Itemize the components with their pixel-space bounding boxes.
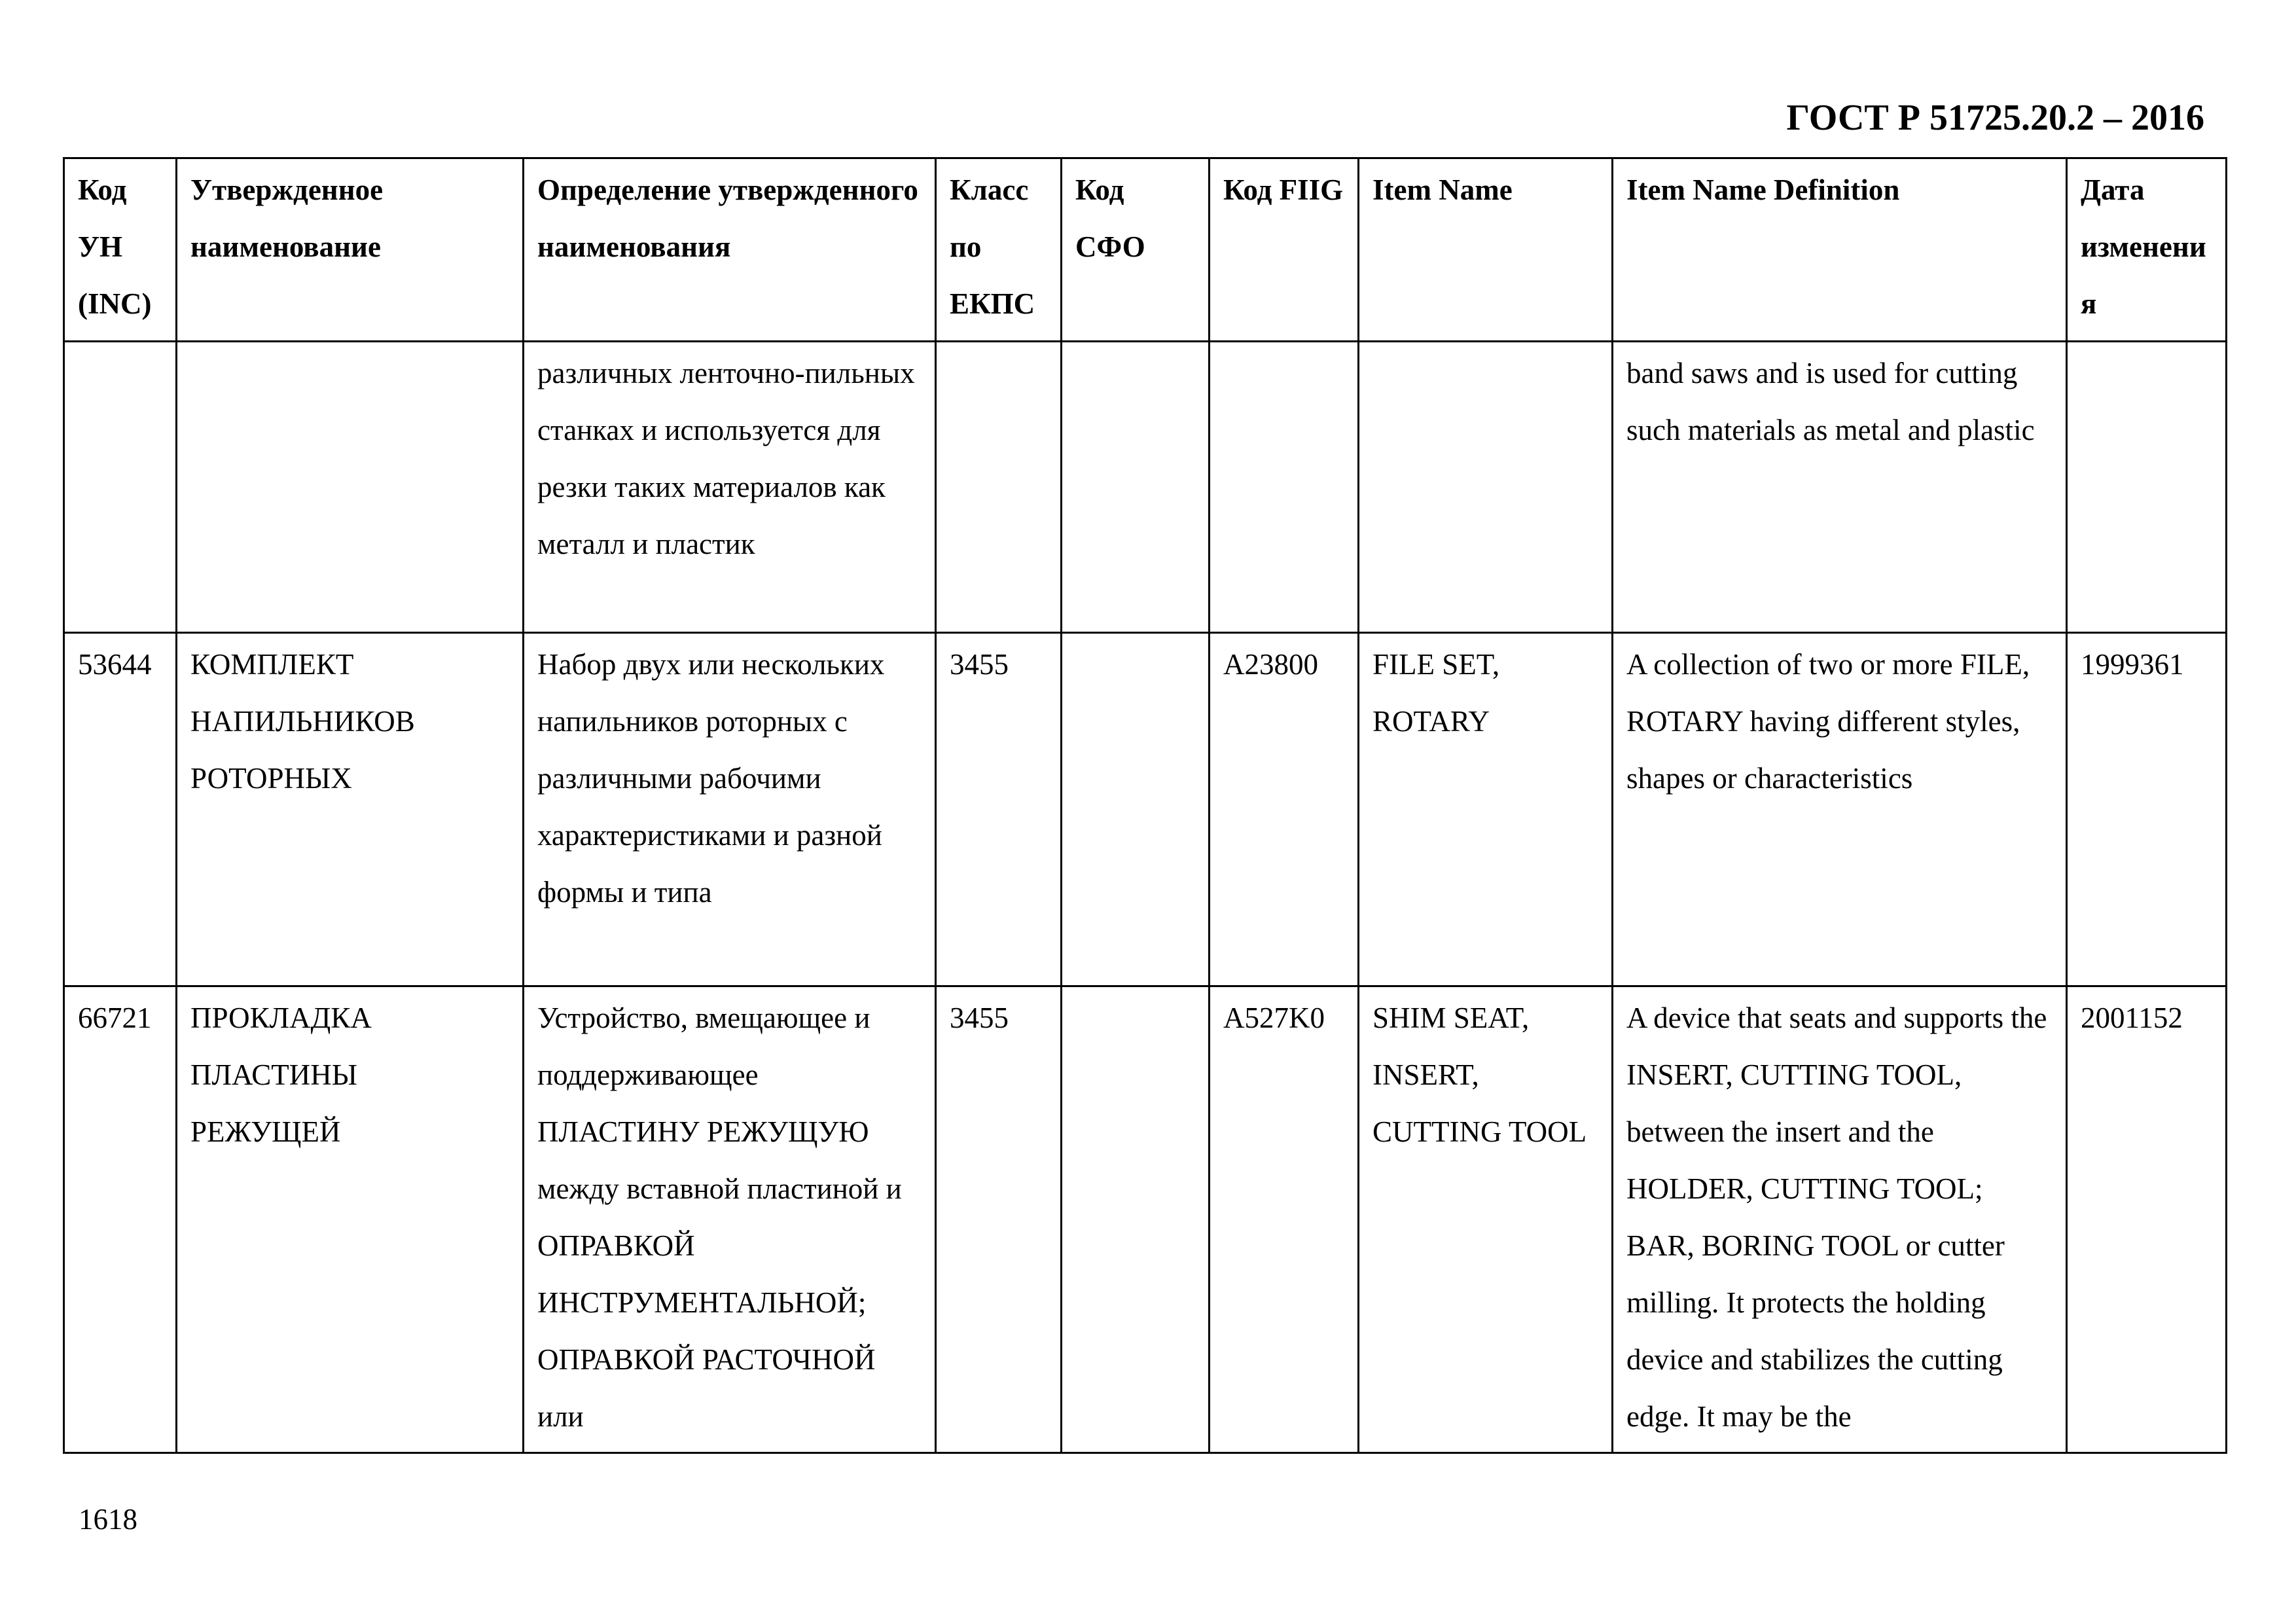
cell-change-date — [2067, 342, 2227, 633]
cell-change-date: 2001152 — [2067, 986, 2227, 1453]
cell-definition: Набор двух или нескольких напильников роторных с различными рабочими характеристиками и разной формы и типа — [524, 633, 936, 986]
cell-approved-name: ПРОКЛАДКА ПЛАСТИНЫ РЕЖУЩЕЙ — [177, 986, 524, 1453]
cell-fiig-code: A23800 — [1210, 633, 1359, 986]
cell-approved-name: КОМПЛЕКТ НАПИЛЬНИКОВ РОТОРНЫХ — [177, 633, 524, 986]
cell-fiig-code — [1210, 342, 1359, 633]
column-header-definition: Определение утвержденного наименования — [524, 158, 936, 342]
cell-inc — [64, 342, 177, 633]
column-header-item-name: Item Name — [1359, 158, 1613, 342]
cell-item-name: SHIM SEAT, INSERT, CUTTING TOOL — [1359, 986, 1613, 1453]
column-header-fiig-code: Код FIIG — [1210, 158, 1359, 342]
cell-item-name-definition: A collection of two or more FILE, ROTARY having different styles, shapes or characteristics — [1613, 633, 2067, 986]
cell-change-date: 1999361 — [2067, 633, 2227, 986]
column-header-change-date: Дата изменения — [2067, 158, 2227, 342]
column-header-sfo-code: Код СФО — [1062, 158, 1210, 342]
cell-item-name — [1359, 342, 1613, 633]
table-row — [64, 633, 2227, 986]
cell-sfo-code — [1062, 633, 1210, 986]
cell-ekps-class: 3455 — [936, 986, 1062, 1453]
document-header: ГОСТ Р 51725.20.2 – 2016 — [1786, 98, 2204, 138]
cell-ekps-class — [936, 342, 1062, 633]
column-header-item-name-definition: Item Name Definition — [1613, 158, 2067, 342]
table-header-row — [64, 158, 2227, 342]
cell-ekps-class: 3455 — [936, 633, 1062, 986]
cell-inc: 53644 — [64, 633, 177, 986]
cell-inc: 66721 — [64, 986, 177, 1453]
cell-approved-name — [177, 342, 524, 633]
page-number: 1618 — [79, 1503, 137, 1536]
column-header-approved-name: Утвержденное наименование — [177, 158, 524, 342]
table-row — [64, 986, 2227, 1453]
table-row — [64, 342, 2227, 633]
column-header-inc: Код УН (INC) — [64, 158, 177, 342]
cell-definition: Устройство, вмещающее и поддерживающее ПЛАСТИНУ РЕЖУЩУЮ между вставной пластиной и ОПРАВКОЙ ИНСТРУМЕНТАЛЬНОЙ; ОПРАВКОЙ РАСТОЧНОЙ или — [524, 986, 936, 1453]
cell-fiig-code: A527K0 — [1210, 986, 1359, 1453]
cell-sfo-code — [1062, 986, 1210, 1453]
nomenclature-table — [63, 157, 2227, 1454]
cell-sfo-code — [1062, 342, 1210, 633]
cell-item-name: FILE SET, ROTARY — [1359, 633, 1613, 986]
column-header-ekps-class: Класс по ЕКПС — [936, 158, 1062, 342]
cell-definition: различных ленточно-пильных станках и используется для резки таких материалов как металл и пластик — [524, 342, 936, 633]
cell-item-name-definition: band saws and is used for cutting such materials as metal and plastic — [1613, 342, 2067, 633]
cell-item-name-definition: A device that seats and supports the INSERT, CUTTING TOOL, between the insert and the HOLDER, CUTTING TOOL; BAR, BORING TOOL or cutter milling. It protects the holding device and stabilizes the cutting edge. It may be the — [1613, 986, 2067, 1453]
